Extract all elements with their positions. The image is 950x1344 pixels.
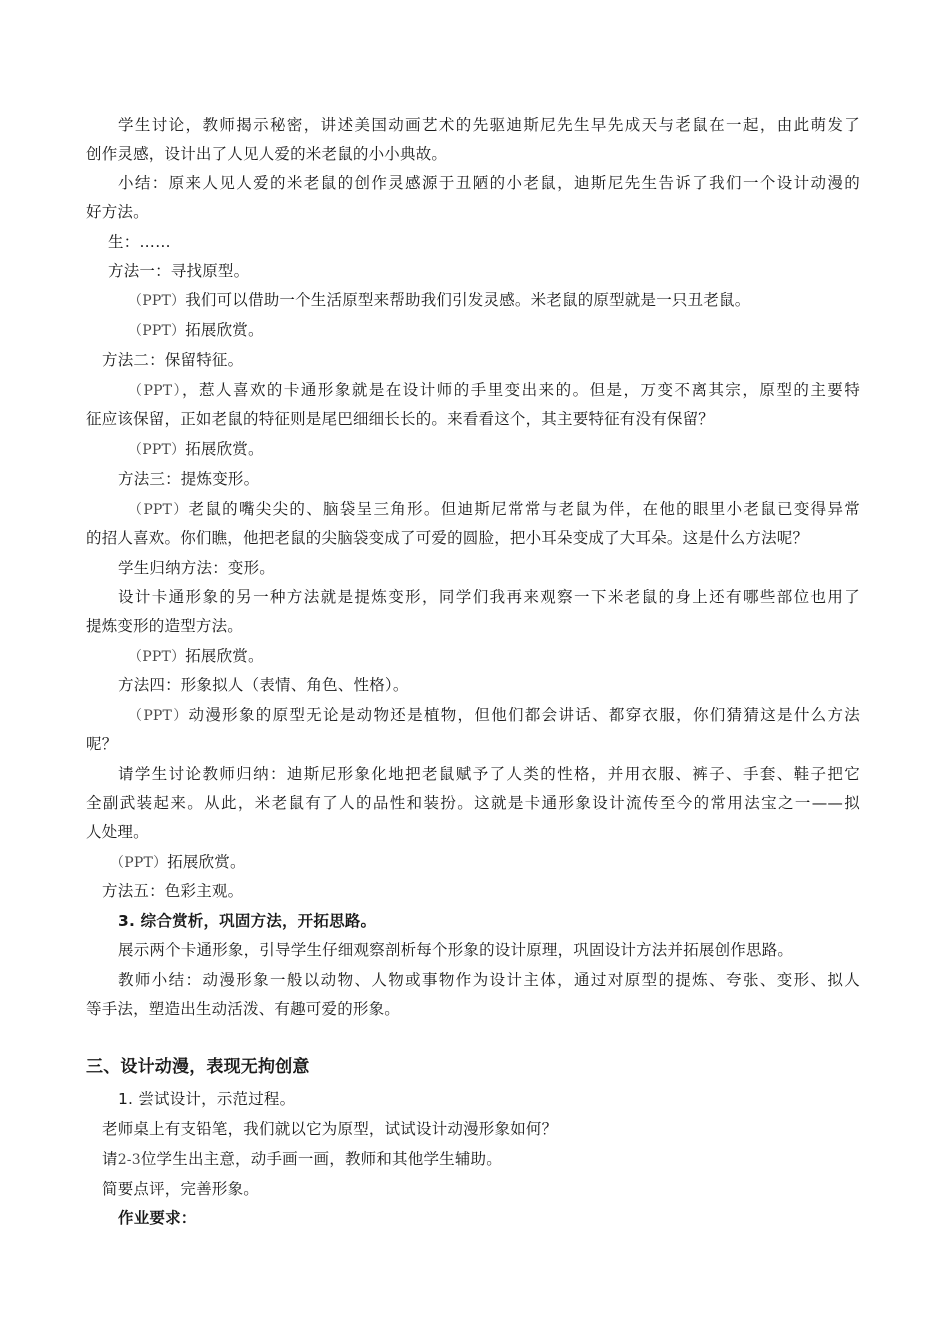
ppt-tag: （PPT） xyxy=(128,708,189,724)
paragraph-line: 学生讨论，教师揭示秘密，讲述美国动画艺术的先驱迪斯尼先生早先成天与老鼠在一起，由此萌发了 xyxy=(118,116,860,134)
ppt-tag: （PPT） xyxy=(128,323,186,339)
section-heading: 三、设计动漫，表现无拘创意 xyxy=(86,1057,310,1077)
ppt-tag: （PPT） xyxy=(128,649,186,665)
paragraph-line: 设计卡通形象的另一种方法就是提炼变形，同学们我再来观察一下米老鼠的身上还有哪些部位也用了 xyxy=(118,588,860,606)
ppt-tag: （PPT） xyxy=(128,293,186,309)
step-heading: 1. 尝试设计，示范过程。 xyxy=(118,1090,296,1108)
paragraph-line: 简要点评，完善形象。 xyxy=(102,1180,260,1198)
ppt-tag: （PPT） xyxy=(128,442,186,458)
paragraph-line xyxy=(102,1149,502,1170)
paragraph-line: 等手法，塑造出生动活泼、有趣可爱的形象。 xyxy=(86,1000,401,1018)
line-text: 动漫形象的原型无论是动物还是植物，但他们都会讲话、都穿衣服，你们猜猜这是什么方法 xyxy=(188,706,860,724)
method-heading: 方法一：寻找原型。 xyxy=(108,262,250,280)
paragraph-line xyxy=(128,499,860,520)
paragraph-line xyxy=(110,852,246,873)
paragraph-line: 提炼变形的造型方法。 xyxy=(86,617,244,635)
ppt-tag: （PPT） xyxy=(110,855,168,871)
paragraph-line: 创作灵感，设计出了人见人爱的米老鼠的小小典故。 xyxy=(86,145,448,163)
line-text: 老鼠的嘴尖尖的、脑袋呈三角形。但迪斯尼常常与老鼠为伴，在他的眼里小老鼠已变得异常 xyxy=(188,500,860,518)
paragraph-line: 呢？ xyxy=(86,735,118,753)
paragraph-line: 学生归纳方法：变形。 xyxy=(118,559,276,577)
paragraph-line: 老师桌上有支铅笔，我们就以它为原型，试试设计动漫形象如何？ xyxy=(102,1120,558,1138)
method-heading: 方法五：色彩主观。 xyxy=(102,882,244,900)
line-text: 拓展欣赏。 xyxy=(167,853,246,871)
line-text: 拓展欣赏。 xyxy=(185,321,264,339)
method-heading: 方法四：形象拟人（表情、角色、性格）。 xyxy=(118,676,409,694)
ppt-tag: （PPT） xyxy=(128,502,189,518)
paragraph-line xyxy=(128,290,750,311)
paragraph-line: 征应该保留，正如老鼠的特征则是尾巴细细长长的。来看看这个，其主要特征有没有保留？ xyxy=(86,410,715,428)
ppt-tag: （PPT） xyxy=(128,383,183,399)
paragraph-line xyxy=(128,705,860,726)
line-text: 我们可以借助一个生活原型来帮助我们引发灵感。米老鼠的原型就是一只丑老鼠。 xyxy=(185,291,751,309)
paragraph-line xyxy=(128,380,860,401)
paragraph-line: 生：…… xyxy=(108,233,171,251)
paragraph-line xyxy=(128,646,264,667)
method-heading: 方法三：提炼变形。 xyxy=(118,470,260,488)
paragraph-line xyxy=(128,439,264,460)
paragraph-line xyxy=(128,320,264,341)
number-range: 2-3 xyxy=(117,1152,141,1168)
homework-heading: 作业要求： xyxy=(118,1209,197,1227)
paragraph-line: 小结：原来人见人爱的米老鼠的创作灵感源于丑陋的小老鼠，迪斯尼先生告诉了我们一个设计动漫的 xyxy=(118,174,860,192)
line-text: 请 xyxy=(102,1150,118,1168)
line-text: 拓展欣赏。 xyxy=(185,647,264,665)
line-text: ，惹人喜欢的卡通形象就是在设计师的手里变出来的。但是，万变不离其宗，原型的主要特 xyxy=(182,381,860,399)
paragraph-line: 教师小结：动漫形象一般以动物、人物或事物作为设计主体，通过对原型的提炼、夸张、变形、拟人 xyxy=(118,971,860,989)
section-subheading: 3. 综合赏析，巩固方法，开拓思路。 xyxy=(118,912,377,930)
line-text: 拓展欣赏。 xyxy=(185,440,264,458)
paragraph-line: 展示两个卡通形象，引导学生仔细观察剖析每个形象的设计原理，巩固设计方法并拓展创作思路。 xyxy=(118,941,794,959)
paragraph-line: 的招人喜欢。你们瞧，他把老鼠的尖脑袋变成了可爱的圆脸，把小耳朵变成了大耳朵。这是什么方法呢？ xyxy=(86,529,809,547)
paragraph-line: 人处理。 xyxy=(86,823,149,841)
paragraph-line: 请学生讨论教师归纳：迪斯尼形象化地把老鼠赋予了人类的性格，并用衣服、裤子、手套、鞋子把它 xyxy=(118,765,860,783)
paragraph-line: 全副武装起来。从此，米老鼠有了人的品性和装扮。这就是卡通形象设计流传至今的常用法宝之一——拟 xyxy=(86,794,860,812)
paragraph-line: 好方法。 xyxy=(86,203,149,221)
line-text: 位学生出主意，动手画一画，教师和其他学生辅助。 xyxy=(140,1150,502,1168)
method-heading: 方法二：保留特征。 xyxy=(102,351,244,369)
